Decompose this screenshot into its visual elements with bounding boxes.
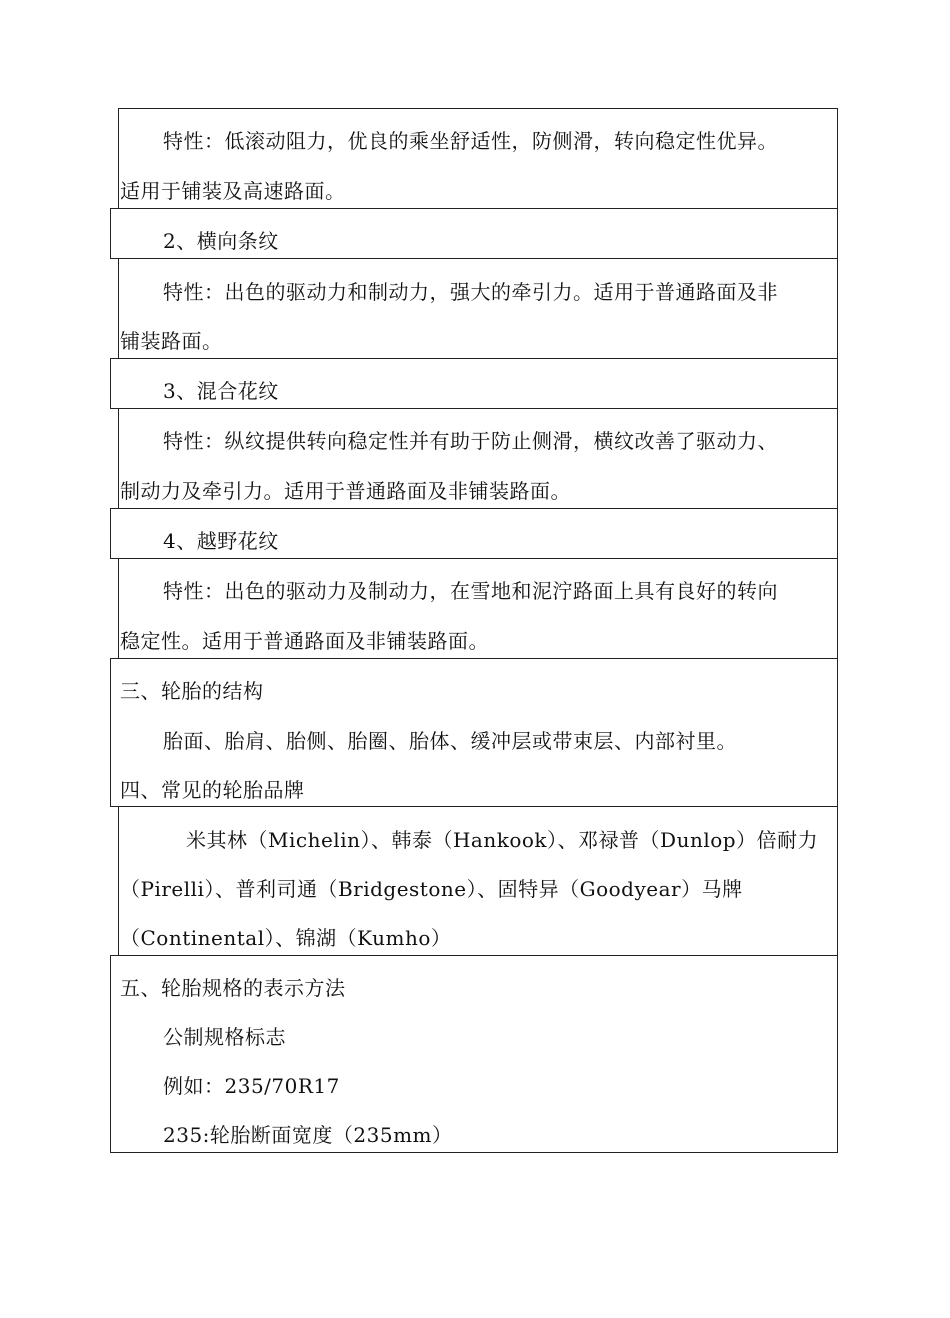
mixed-text-line-2: 制动力及牵引力。适用于普通路面及非铺装路面。 (120, 479, 571, 503)
offroad-text-line-2: 稳定性。适用于普通路面及非铺装路面。 (120, 629, 489, 653)
spec-text-line-2: 例如：235/70R17 (163, 1074, 340, 1098)
structure-text: 胎面、胎肩、胎侧、胎圈、胎体、缓冲层或带束层、内部衬里。 (163, 729, 737, 753)
brands-text-line-1: 米其林（Michelin）、韩泰（Hankook）、邓禄普（Dunlop）倍耐力 (186, 828, 819, 852)
brands-text-line-2: （Pirelli）、普利司通（Bridgestone）、固特异（Goodyear）马牌 (120, 877, 743, 901)
heading-spec: 五、轮胎规格的表示方法 (120, 976, 346, 1000)
offroad-text-line-1: 特性：出色的驱动力及制动力，在雪地和泥泞路面上具有良好的转向 (163, 579, 778, 603)
transverse-text-line-1: 特性：出色的驱动力和制动力，强大的牵引力。适用于普通路面及非 (163, 280, 778, 304)
spec-text-line-3: 235:轮胎断面宽度（235mm） (163, 1123, 453, 1147)
brands-text-line-3: （Continental）、锦湖（Kumho） (120, 926, 452, 950)
heading-offroad: 4、越野花纹 (163, 529, 279, 553)
longitudinal-text-line-2: 适用于铺装及高速路面。 (120, 179, 346, 203)
heading-brands: 四、常见的轮胎品牌 (120, 778, 305, 802)
transverse-text-line-2: 铺装路面。 (120, 329, 223, 353)
longitudinal-text-line-1: 特性：低滚动阻力，优良的乘坐舒适性，防侧滑，转向稳定性优异。 (163, 129, 778, 153)
mixed-text-line-1: 特性：纵纹提供转向稳定性并有助于防止侧滑，横纹改善了驱动力、 (163, 429, 778, 453)
heading-transverse: 2、横向条纹 (163, 229, 279, 253)
heading-mixed: 3、混合花纹 (163, 379, 279, 403)
heading-structure: 三、轮胎的结构 (120, 679, 264, 703)
section-box-transverse (118, 258, 838, 359)
spec-text-line-1: 公制规格标志 (163, 1025, 286, 1049)
